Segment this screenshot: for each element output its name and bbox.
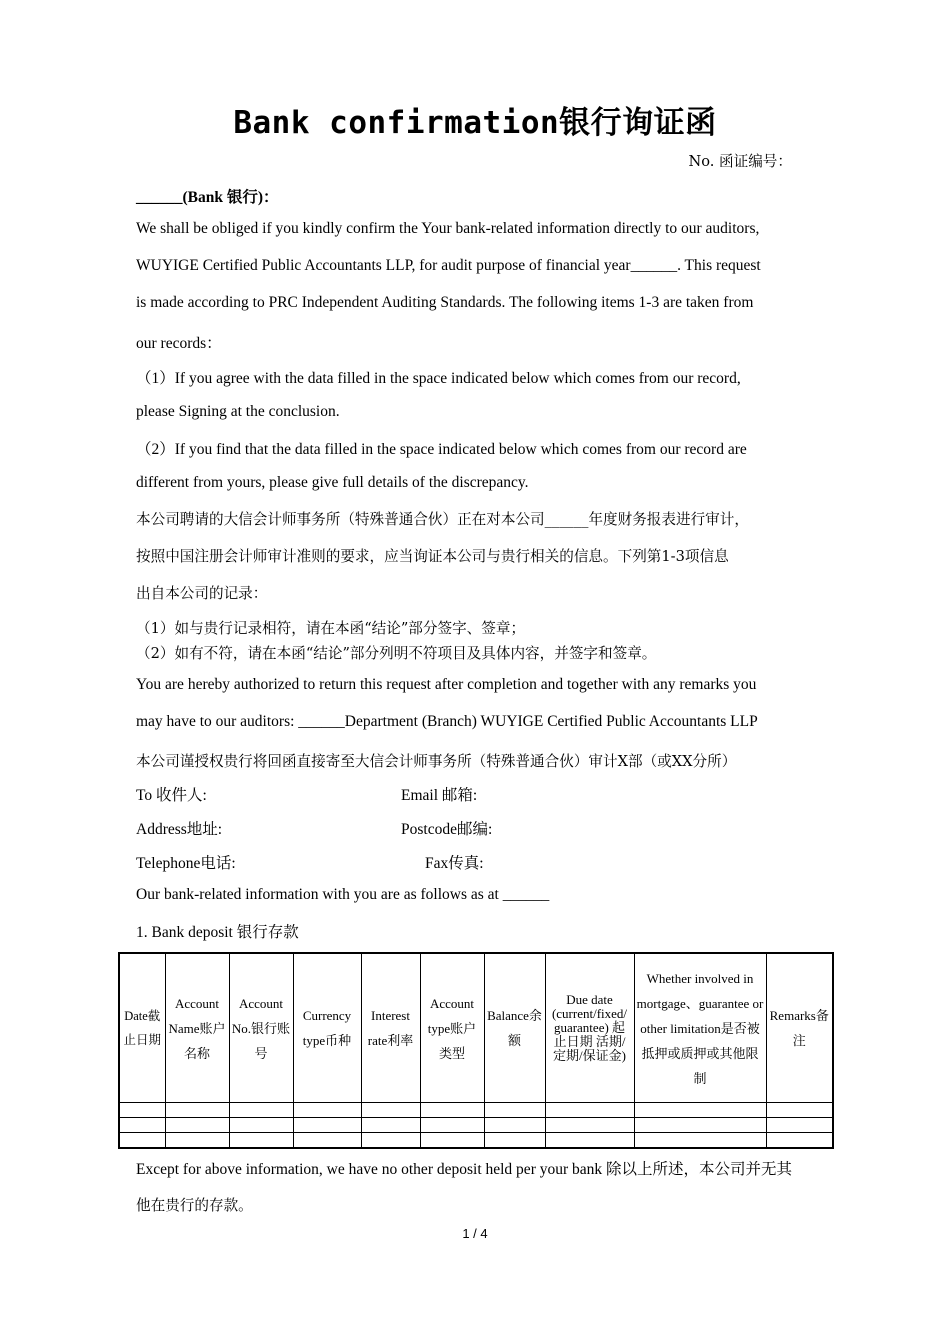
table-row: [119, 1103, 833, 1118]
table-cell[interactable]: [119, 1133, 165, 1149]
table-cell[interactable]: [119, 1103, 165, 1118]
table-cell[interactable]: [361, 1103, 420, 1118]
to-label: To 收件人:: [136, 787, 207, 804]
table-cell[interactable]: [293, 1133, 361, 1149]
table-header-row: [119, 953, 833, 1103]
table-cell[interactable]: [634, 1118, 766, 1133]
cn-intro-line-1: 本公司聘请的大信会计师事务所（特殊普通合伙）正在对本公司______年度财务报表进行审计，: [136, 511, 749, 528]
header-date: Date截止日期: [119, 953, 165, 1103]
fax-label: Fax传真:: [425, 855, 484, 872]
table-cell[interactable]: [165, 1133, 229, 1149]
email-label: Email 邮箱:: [401, 787, 478, 804]
table-cell[interactable]: [545, 1133, 634, 1149]
table-cell[interactable]: [484, 1118, 545, 1133]
bank-deposit-table: [118, 952, 834, 1149]
table-cell[interactable]: [634, 1133, 766, 1149]
header-currency-type: Currency type币种: [293, 953, 361, 1103]
table-cell[interactable]: [293, 1103, 361, 1118]
en-authorize-line-1: You are hereby authorized to return this request after completion and together with any remarks you: [136, 676, 757, 693]
addressee-line: ______(Bank 银行)：: [136, 189, 279, 206]
header-mortgage-limitation: Whether involved in mortgage、guarantee or other limitation是否被抵押或质押或其他限制: [634, 953, 766, 1103]
cn-authorize: 本公司谨授权贵行将回函直接寄至大信会计师事务所（特殊普通合伙）审计X部（或XX分所）: [136, 753, 737, 770]
table-cell[interactable]: [545, 1118, 634, 1133]
table-cell[interactable]: [293, 1118, 361, 1133]
header-account-type: Account type账户类型: [420, 953, 484, 1103]
header-account-name: Account Name账户名称: [165, 953, 229, 1103]
page-number: 1 / 4: [462, 1226, 488, 1241]
letter-number-label: No. 函证编号：: [688, 153, 792, 170]
table-cell[interactable]: [229, 1103, 293, 1118]
table-row: [119, 1118, 833, 1133]
table-cell[interactable]: [766, 1103, 833, 1118]
telephone-label: Telephone电话:: [136, 855, 236, 872]
en-intro-line-4: our records：: [136, 335, 222, 352]
header-remarks: Remarks备注: [766, 953, 833, 1103]
en-item2-line-1: （2）If you find that the data filled in the space indicated below which comes from our record are: [136, 441, 747, 458]
header-due-date: Due date (current/fixed/ guarantee) 起止日期 活期/定期/保证金): [545, 953, 634, 1103]
table-cell[interactable]: [634, 1103, 766, 1118]
table-cell[interactable]: [766, 1133, 833, 1149]
en-item1-line-2: please Signing at the conclusion.: [136, 403, 340, 420]
after-table-line-2: 他在贵行的存款。: [136, 1197, 253, 1214]
header-interest-rate: Interest rate利率: [361, 953, 420, 1103]
table-cell[interactable]: [229, 1118, 293, 1133]
table-cell[interactable]: [119, 1118, 165, 1133]
table-cell[interactable]: [420, 1133, 484, 1149]
address-label: Address地址:: [136, 821, 223, 838]
table-cell[interactable]: [766, 1118, 833, 1133]
table-cell[interactable]: [484, 1103, 545, 1118]
header-balance: Balance余额: [484, 953, 545, 1103]
cn-intro-line-2: 按照中国注册会计师审计准则的要求，应当询证本公司与贵行相关的信息。下列第1-3项信息: [136, 548, 729, 565]
en-intro-line-3: is made according to PRC Independent Auditing Standards. The following items 1-3 are taken from: [136, 294, 754, 311]
after-table-line-1: Except for above information, we have no other deposit held per your bank 除以上所述，本公司并无其: [136, 1161, 793, 1178]
table-cell[interactable]: [545, 1103, 634, 1118]
info-as-at: Our bank-related information with you are as follows as at ______: [136, 886, 550, 903]
table-cell[interactable]: [484, 1133, 545, 1149]
page-title: Bank confirmation银行询证函: [233, 105, 717, 141]
en-intro-line-2: WUYIGE Certified Public Accountants LLP, for audit purpose of financial year______. This request: [136, 257, 761, 274]
table-cell[interactable]: [361, 1133, 420, 1149]
postcode-label: Postcode邮编:: [401, 821, 493, 838]
table-cell[interactable]: [229, 1133, 293, 1149]
table-row: [119, 1133, 833, 1149]
section-bank-deposit-title: 1. Bank deposit 银行存款: [136, 924, 299, 941]
cn-intro-line-3: 出自本公司的记录：: [136, 585, 268, 602]
table-cell[interactable]: [420, 1103, 484, 1118]
cn-item2: （2）如有不符，请在本函“结论”部分列明不符项目及具体内容，并签字和签章。: [136, 645, 657, 662]
en-item2-line-2: different from yours, please give full details of the discrepancy.: [136, 474, 529, 491]
table-cell[interactable]: [361, 1118, 420, 1133]
en-item1-line-1: （1）If you agree with the data filled in the space indicated below which comes from our record,: [136, 370, 741, 387]
table-cell[interactable]: [165, 1103, 229, 1118]
header-account-no: Account No.银行账号: [229, 953, 293, 1103]
en-authorize-line-2: may have to our auditors: ______Department (Branch) WUYIGE Certified Public Accountants LLP: [136, 713, 758, 730]
table-cell[interactable]: [420, 1118, 484, 1133]
cn-item1: （1）如与贵行记录相符，请在本函“结论”部分签字、签章；: [136, 620, 526, 637]
en-intro-line-1: We shall be obliged if you kindly confirm the Your bank-related information directly to our auditors,: [136, 220, 760, 237]
table-cell[interactable]: [165, 1118, 229, 1133]
